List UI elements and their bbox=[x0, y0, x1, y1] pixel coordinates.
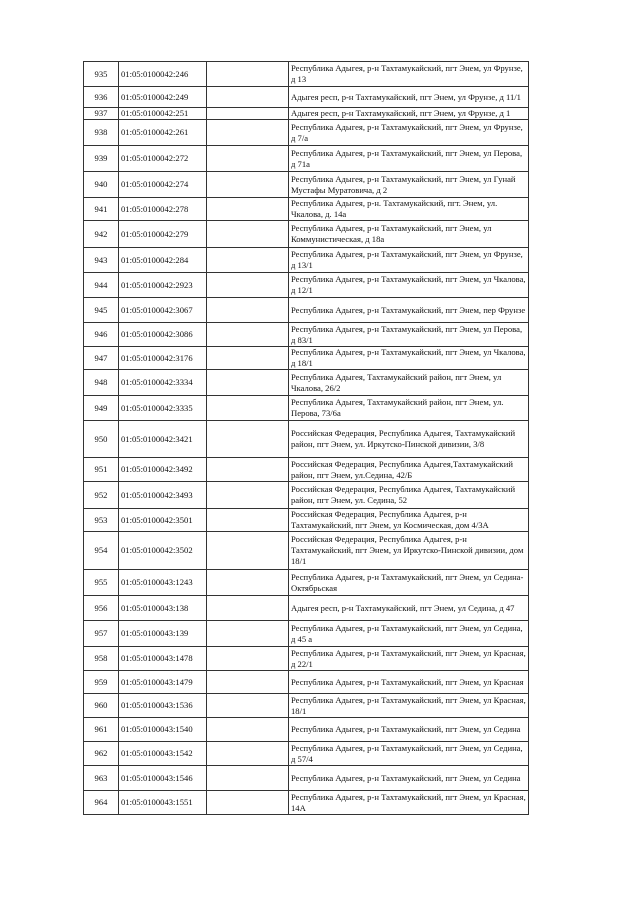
empty-cell bbox=[207, 596, 289, 621]
address-cell: Республика Адыгея, р-н. Тахтамукайский, пгт. Энем, ул. Чкалова, д. 14а bbox=[289, 198, 529, 221]
empty-cell bbox=[207, 509, 289, 532]
empty-cell bbox=[207, 221, 289, 248]
address-cell: Республика Адыгея, р-н Тахтамукайский, пгт Энем, ул Фрунзе, д 13 bbox=[289, 62, 529, 87]
address-cell: Республика Адыгея, р-н Тахтамукайский, пгт Энем, ул Гунай Мустафы Муратовича, д 2 bbox=[289, 172, 529, 198]
cadastral-number: 01:05:0100042:2923 bbox=[119, 273, 207, 298]
cadastral-number: 01:05:0100042:3502 bbox=[119, 532, 207, 570]
row-number: 961 bbox=[84, 718, 119, 742]
empty-cell bbox=[207, 198, 289, 221]
table-row bbox=[84, 766, 529, 791]
address-cell: Республика Адыгея, р-н Тахтамукайский, пгт Энем, ул Фрунзе, д 7/а bbox=[289, 120, 529, 146]
table-row bbox=[84, 221, 529, 248]
cadastral-number: 01:05:0100042:274 bbox=[119, 172, 207, 198]
cadastral-number: 01:05:0100042:3501 bbox=[119, 509, 207, 532]
cadastral-number: 01:05:0100042:272 bbox=[119, 146, 207, 172]
row-number: 946 bbox=[84, 323, 119, 347]
row-number: 949 bbox=[84, 396, 119, 421]
row-number: 957 bbox=[84, 621, 119, 647]
cadastral-number: 01:05:0100042:278 bbox=[119, 198, 207, 221]
empty-cell bbox=[207, 120, 289, 146]
empty-cell bbox=[207, 323, 289, 347]
cadastral-number: 01:05:0100043:1546 bbox=[119, 766, 207, 791]
row-number: 936 bbox=[84, 87, 119, 108]
table-row bbox=[84, 482, 529, 509]
row-number: 960 bbox=[84, 694, 119, 718]
address-cell: Республика Адыгея, Тахтамукайский район, пгт Энем, ул Чкалова, 26/2 bbox=[289, 370, 529, 396]
cadastral-number: 01:05:0100042:246 bbox=[119, 62, 207, 87]
cadastral-number: 01:05:0100042:3067 bbox=[119, 298, 207, 323]
row-number: 954 bbox=[84, 532, 119, 570]
row-number: 956 bbox=[84, 596, 119, 621]
table-row bbox=[84, 509, 529, 532]
table-row bbox=[84, 298, 529, 323]
address-cell: Республика Адыгея, р-н Тахтамукайский, пгт Энем, ул Красная, 14А bbox=[289, 791, 529, 815]
empty-cell bbox=[207, 570, 289, 596]
table-row bbox=[84, 421, 529, 458]
address-cell: Адыгея респ, р-н Тахтамукайский, пгт Энем, ул Фрунзе, д 1 bbox=[289, 108, 529, 120]
cadastral-number: 01:05:0100042:3176 bbox=[119, 347, 207, 370]
empty-cell bbox=[207, 146, 289, 172]
table-row bbox=[84, 671, 529, 694]
empty-cell bbox=[207, 671, 289, 694]
row-number: 947 bbox=[84, 347, 119, 370]
table-row bbox=[84, 647, 529, 671]
table-row bbox=[84, 62, 529, 87]
address-cell: Республика Адыгея, р-н Тахтамукайский, пгт Энем, пер Фрунзе bbox=[289, 298, 529, 323]
table-row bbox=[84, 172, 529, 198]
cadastral-number: 01:05:0100043:138 bbox=[119, 596, 207, 621]
address-cell: Адыгея респ, р-н Тахтамукайский, пгт Энем, ул Седина, д 47 bbox=[289, 596, 529, 621]
empty-cell bbox=[207, 482, 289, 509]
table-row bbox=[84, 621, 529, 647]
cadastral-number: 01:05:0100042:3421 bbox=[119, 421, 207, 458]
table-row bbox=[84, 718, 529, 742]
address-cell: Российская Федерация, Республика Адыгея, Тахтамукайский район, пгт Энем, ул. Седина, 52 bbox=[289, 482, 529, 509]
cadastral-number: 01:05:0100043:1551 bbox=[119, 791, 207, 815]
empty-cell bbox=[207, 718, 289, 742]
table-row bbox=[84, 108, 529, 120]
empty-cell bbox=[207, 766, 289, 791]
table-row bbox=[84, 273, 529, 298]
address-cell: Российская Федерация, Республика Адыгея,Тахтамукайский район, пгт Энем, ул.Седина, 42/Б bbox=[289, 458, 529, 482]
table-row bbox=[84, 396, 529, 421]
address-cell: Республика Адыгея, р-н Тахтамукайский, пгт Энем, ул Красная, д 22/1 bbox=[289, 647, 529, 671]
table-row bbox=[84, 694, 529, 718]
row-number: 938 bbox=[84, 120, 119, 146]
cadastral-number: 01:05:0100042:249 bbox=[119, 87, 207, 108]
empty-cell bbox=[207, 347, 289, 370]
row-number: 941 bbox=[84, 198, 119, 221]
address-cell: Республика Адыгея, р-н Тахтамукайский, пгт Энем, ул Коммунистическая, д 18а bbox=[289, 221, 529, 248]
row-number: 953 bbox=[84, 509, 119, 532]
address-cell: Адыгея респ, р-н Тахтамукайский, пгт Энем, ул Фрунзе, д 11/1 bbox=[289, 87, 529, 108]
row-number: 948 bbox=[84, 370, 119, 396]
empty-cell bbox=[207, 396, 289, 421]
address-cell: Российская Федерация, Республика Адыгея, Тахтамукайский район, пгт Энем, ул. Иркутско-Пинской дивизии, 3/8 bbox=[289, 421, 529, 458]
empty-cell bbox=[207, 694, 289, 718]
cadastral-number: 01:05:0100043:1478 bbox=[119, 647, 207, 671]
table-row bbox=[84, 347, 529, 370]
cadastral-number: 01:05:0100042:3086 bbox=[119, 323, 207, 347]
cadastral-number: 01:05:0100042:279 bbox=[119, 221, 207, 248]
row-number: 942 bbox=[84, 221, 119, 248]
row-number: 955 bbox=[84, 570, 119, 596]
empty-cell bbox=[207, 273, 289, 298]
row-number: 952 bbox=[84, 482, 119, 509]
table-row bbox=[84, 146, 529, 172]
empty-cell bbox=[207, 621, 289, 647]
cadastral-number: 01:05:0100042:261 bbox=[119, 120, 207, 146]
table-row bbox=[84, 458, 529, 482]
address-cell: Республика Адыгея, р-н Тахтамукайский, пгт Энем, ул Перова, д 83/1 bbox=[289, 323, 529, 347]
address-cell: Республика Адыгея, р-н Тахтамукайский, пгт Энем, ул Седина, д 57/4 bbox=[289, 742, 529, 766]
cadastral-number: 01:05:0100043:139 bbox=[119, 621, 207, 647]
table-body bbox=[84, 62, 529, 815]
table-row bbox=[84, 323, 529, 347]
cadastral-number: 01:05:0100043:1479 bbox=[119, 671, 207, 694]
table-row bbox=[84, 532, 529, 570]
empty-cell bbox=[207, 108, 289, 120]
row-number: 940 bbox=[84, 172, 119, 198]
address-cell: Республика Адыгея, р-н Тахтамукайский, пгт Энем, ул Чкалова, д 18/1 bbox=[289, 347, 529, 370]
cadastral-number: 01:05:0100043:1243 bbox=[119, 570, 207, 596]
row-number: 963 bbox=[84, 766, 119, 791]
empty-cell bbox=[207, 742, 289, 766]
address-cell: Российская Федерация, Республика Адыгея, р-н Тахтамукайский, пгт Энем, ул Иркутско-Пинской дивизии, дом 18/1 bbox=[289, 532, 529, 570]
row-number: 937 bbox=[84, 108, 119, 120]
empty-cell bbox=[207, 172, 289, 198]
address-cell: Российская Федерация, Республика Адыгея, р-н Тахтамукайский, пгт Энем, ул Космическая, дом 4/3А bbox=[289, 509, 529, 532]
row-number: 958 bbox=[84, 647, 119, 671]
empty-cell bbox=[207, 421, 289, 458]
row-number: 944 bbox=[84, 273, 119, 298]
empty-cell bbox=[207, 87, 289, 108]
empty-cell bbox=[207, 370, 289, 396]
cadastral-number: 01:05:0100042:3493 bbox=[119, 482, 207, 509]
table-row bbox=[84, 742, 529, 766]
address-cell: Республика Адыгея, р-н Тахтамукайский, пгт Энем, ул Фрунзе, д 13/1 bbox=[289, 248, 529, 273]
address-cell: Республика Адыгея, Тахтамукайский район, пгт Энем, ул. Перова, 73/6а bbox=[289, 396, 529, 421]
empty-cell bbox=[207, 248, 289, 273]
cadastral-number: 01:05:0100043:1540 bbox=[119, 718, 207, 742]
empty-cell bbox=[207, 647, 289, 671]
address-cell: Республика Адыгея, р-н Тахтамукайский, пгт Энем, ул Перова, д 71а bbox=[289, 146, 529, 172]
table-row bbox=[84, 570, 529, 596]
empty-cell bbox=[207, 298, 289, 323]
cadastral-number: 01:05:0100042:3335 bbox=[119, 396, 207, 421]
table-row bbox=[84, 87, 529, 108]
row-number: 951 bbox=[84, 458, 119, 482]
row-number: 939 bbox=[84, 146, 119, 172]
empty-cell bbox=[207, 458, 289, 482]
row-number: 945 bbox=[84, 298, 119, 323]
cadastral-number: 01:05:0100042:3334 bbox=[119, 370, 207, 396]
row-number: 943 bbox=[84, 248, 119, 273]
table-row bbox=[84, 791, 529, 815]
table-row bbox=[84, 120, 529, 146]
table-row bbox=[84, 248, 529, 273]
empty-cell bbox=[207, 532, 289, 570]
empty-cell bbox=[207, 62, 289, 87]
address-cell: Республика Адыгея, р-н Тахтамукайский, пгт Энем, ул Седина-Октябрьская bbox=[289, 570, 529, 596]
cadastral-number: 01:05:0100043:1542 bbox=[119, 742, 207, 766]
address-cell: Республика Адыгея, р-н Тахтамукайский, пгт Энем, ул Чкалова, д 12/1 bbox=[289, 273, 529, 298]
row-number: 964 bbox=[84, 791, 119, 815]
address-cell: Республика Адыгея, р-н Тахтамукайский, пгт Энем, ул Красная, 18/1 bbox=[289, 694, 529, 718]
address-cell: Республика Адыгея, р-н Тахтамукайский, пгт Энем, ул Седина, д 45 а bbox=[289, 621, 529, 647]
row-number: 935 bbox=[84, 62, 119, 87]
cadastral-number: 01:05:0100042:251 bbox=[119, 108, 207, 120]
row-number: 959 bbox=[84, 671, 119, 694]
address-cell: Республика Адыгея, р-н Тахтамукайский, пгт Энем, ул Красная bbox=[289, 671, 529, 694]
table-row bbox=[84, 370, 529, 396]
cadastral-number: 01:05:0100043:1536 bbox=[119, 694, 207, 718]
address-cell: Республика Адыгея, р-н Тахтамукайский, пгт Энем, ул Седина bbox=[289, 718, 529, 742]
address-cell: Республика Адыгея, р-н Тахтамукайский, пгт Энем, ул Седина bbox=[289, 766, 529, 791]
row-number: 950 bbox=[84, 421, 119, 458]
table-row bbox=[84, 596, 529, 621]
row-number: 962 bbox=[84, 742, 119, 766]
cadastral-number: 01:05:0100042:284 bbox=[119, 248, 207, 273]
cadastral-number: 01:05:0100042:3492 bbox=[119, 458, 207, 482]
cadastral-registry-table bbox=[83, 61, 529, 815]
table-row bbox=[84, 198, 529, 221]
empty-cell bbox=[207, 791, 289, 815]
